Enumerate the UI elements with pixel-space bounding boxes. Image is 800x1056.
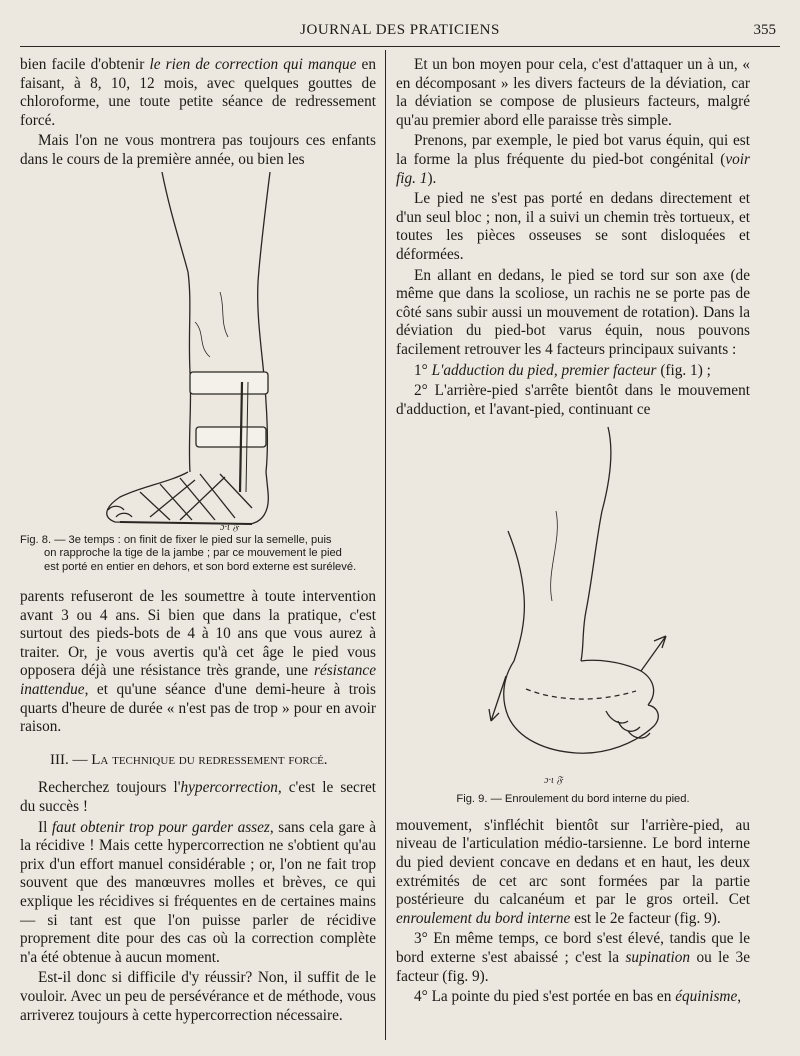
paragraph: parents refuseront de les soumettre à toute intervention avant 3 ou 4 ans. Si bien que dans la pratique, c'est surtout des pieds-bots de 4 à 10 ans que vous aurez à traiter. Or, je vous avertis qu'à cet âge le pied vous opposera déjà une résistance très grande, une résistance inattendue, et qu'une séance d'une demi-heure à trois quarts d'heure de durée « n'est pas de trop » pour en avoir raison. [20, 588, 376, 736]
paragraph: Prenons, par exemple, le pied bot varus équin, qui est la forme la plus fréquente du pied-bot congénital (voir fig. 1). [396, 132, 750, 187]
leg-brace-illustration [20, 172, 376, 532]
figure-8 [20, 172, 376, 575]
paragraph: En allant en dedans, le pied se tord sur son axe (de même que dans la scoliose, un rachis ne se porte pas de côté sans subir aussi un mouvement de rotation). Dans la déviation du pied-bot varus équin, nous pouvons facilement retrouver les 4 facteurs principaux suivants : [396, 266, 750, 358]
figure-8-caption: Fig. 8. — 3e temps : on finit de fixer le pied sur la semelle, puis on rapproche la tige de la jambe ; par ce mouvement le pied est porté en entier en dehors, et son bord externe est surélevé. [20, 533, 357, 573]
paragraph: 3° En même temps, ce bord s'est élevé, tandis que le bord externe s'est abaissé ; c'est la supination ou le 3e facteur (fig. 9). [396, 930, 750, 985]
paragraph: Recherchez toujours l'hypercorrection, c'est le secret du succès ! [20, 779, 376, 815]
paragraph: Le pied ne s'est pas porté en dedans directement et d'un seul bloc ; non, il a suivi un chemin très tortueux, et toutes les pièces osseuses se sont disloquées et déformées. [396, 190, 750, 263]
left-column [20, 56, 376, 1042]
paragraph: Est-il donc si difficile d'y réussir? Non, il suffit de le vouloir. Avec un peu de persévérance et de méthode, vous arriverez toujours à cette hypercorrection nécessaire. [20, 969, 376, 1024]
journal-title: JOURNAL DES PRATICIENS [300, 22, 500, 38]
page-header [20, 12, 780, 47]
paragraph: Il faut obtenir trop pour garder assez, sans cela gare à la récidive ! Mais cette hypercorrection ne s'obtient qu'au prix d'un effort manuel considérable ; or, l'on ne fait trop souvent que des manœuvres molles et brèves, ce qui explique les récidives si fréquentes en de certaines mains — si tant est que l'on puisse parler de récidive proprement dite pour des cas où la correction complète n'a été obtenue à aucun moment. [20, 818, 376, 966]
figure-9 [396, 421, 750, 807]
svg-text:ɔ·ɩ 𝔉: ɔ·ɩ 𝔉 [544, 775, 563, 787]
right-column [396, 56, 750, 1042]
paragraph: 2° L'arrière-pied s'arrête bientôt dans le mouvement d'adduction, et l'avant-pied, continuant ce [396, 382, 750, 418]
paragraph: mouvement, s'infléchit bientôt sur l'arrière-pied, au niveau de l'articulation médio-tarsienne. Le bord interne du pied devient concave en dedans et en haut, les deux extrémités de cet arc sont formées par la partie postérieure du calcanéum et par le gros orteil. Cet enroulement du bord interne est le 2e facteur (fig. 9). [396, 816, 750, 927]
section-heading: III. — La technique du redressement forcé. [50, 751, 328, 768]
paragraph: bien facile d'obtenir le rien de correction qui manque en faisant, à 8, 10, 12 mois, avec quelques gouttes de chloroforme, une toute petite séance de redressement forcé. [20, 56, 376, 129]
svg-text:ɔ·ɩ 𝔉: ɔ·ɩ 𝔉 [220, 521, 239, 532]
paragraph: 4° La pointe du pied s'est portée en bas en équinisme, [414, 988, 742, 1006]
foot-illustration [396, 421, 750, 791]
paragraph: Mais l'on ne vous montrera pas toujours ces enfants dans le cours de la première année, ou bien les [20, 132, 376, 168]
column-divider [385, 50, 386, 1040]
paragraph: 1° L'adduction du pied, premier facteur (fig. 1) ; [414, 361, 711, 379]
page-number: 355 [753, 22, 776, 38]
paragraph: Et un bon moyen pour cela, c'est d'attaquer un à un, « en décomposant » les divers facteurs de la déviation, car la déviation se compose de plusieurs facteurs, malgré qu'au premier abord elle paraisse très simple. [396, 56, 750, 129]
figure-9-caption: Fig. 9. — Enroulement du bord interne du pied. [456, 793, 690, 806]
